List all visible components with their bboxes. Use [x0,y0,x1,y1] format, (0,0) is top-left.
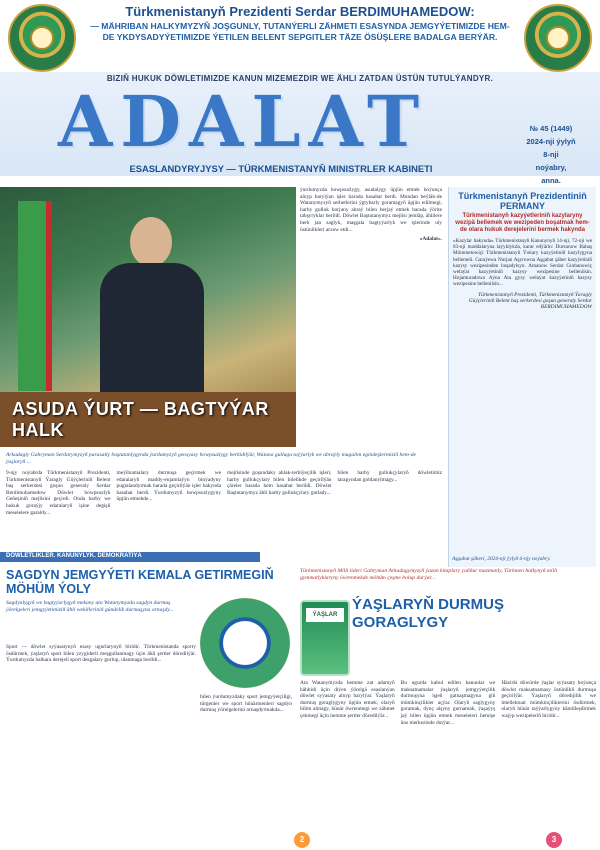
perman-body: «Kazylar hakynda» Türkmenistanyň Kanunynyň 14-nji, 72-nji we 83-nji maddalaryna laýyklykda, karar edýärin: Dursunow Babaş Mömmetowiçi Türkmenistanyň Ýokary kazyýetiniň kazylygyna bellemeli. Garaýewa Nurjan Aşyrowna Aşgabat şäher kazyýetiniň kazysy wezipesinden boşadylsyn. Amanow Serdar Gurbanowiç welaýat kazyýetiniň kazysy wezipesine bellenilsin. Hojamuradowa Aýna Ata gyzy welaýat kazyýetiniň kazysy wezipesine bellenilsin... [453,238,592,288]
perman-subtitle: Türkmenistanyň kazyýetleriniň kazylaryny wezipä bellemek we wezipeden boşatmak hem-de olara hukuk derejelerini bermek hakynda [455,213,590,233]
issue-year: 2024-nji ýylyň [526,137,576,146]
main-col-2: meýilnamalary durmuşa geçirmek we edaralaryň maddy-enjamlaýyn binýadyny pugtalandyrmak barada geçirilýän işler hakynda hasabat berdi. Ýurdumyzyň howpsuzlygyny üpjün etmekde... [116,470,221,503]
newspaper-title: ADALAT [58,80,428,163]
sport-emblem [200,598,290,688]
page-number-3: 3 [546,832,562,848]
state-emblem-left [8,4,76,72]
newspaper-subtitle: ESASLANDYRYJYSY — TÜRKMENISTANYŇ MINISTRLER KABINETI [129,163,433,174]
main-headline: ASUDA ÝURT — BAGTYÝAR HALK [12,399,269,440]
youth-headline: ÝAŞLARYŇ DURMUŞ GORAGLYGY [352,596,504,631]
perman-box [448,187,596,567]
main-col-1: 9-njy noýabrda Türkmenistanyň Prezidenti, Türkmenistanyň Ýaragly Güýçleriniň Belent baş serkerdesi goşun generaly Serdar Berdimuhamedow Döwlet howpsuzlyk Geňeşiniň mejlisini geçirdi. Onda harby we hukuk goraýjy edaralaryň işine degişli meselelere garaldy... [6,470,111,516]
main-article-right-text: ýurdumyzda howpsuzlygy, asudalygy üpjün etmek boýunça alnyp barylýan işler barada hasabat berdi. Mundan beýläk-de Watanymyzyň serhetlerini ýgtybarly goramagyň üpjün edilmegi, harby gulluk borjuny abraý bilen berjaý etmek barada ýörite tabşyryklar berildi. Döwlet Baştutanymyz mejlisi jemläp, ählilere berk jan saglyk, maşgala bagtyýarlyk we işlerinde uly üstünlikleri arzuw etdi... [300,187,442,233]
masthead-slogan: BIZIŇ HUKUK DÖWLETIMIZDE KANUN MIZEMEZDIR WE ÄHLI ZATDAN ÜSTÜN TUTULÝANDYR. [106,74,494,83]
issue-number: № 45 (1449) [529,124,573,133]
youth-col-1: Ata Watanymyzda hemme zat adamyň bähbidi üçin diýen ýörelgä esaslanýan döwlet syýasaty alnyp barylýar. Ýaşlaryň durmuş goraglygyny üpjün etmek, olaryň bilim almagy, hünär öwrenmegi we zähmet çekmegi üçin hemme şertler döredilýär... [300,680,395,719]
page-number-2: 2 [294,832,310,848]
main-text-columns [6,470,442,516]
sport-text: Sport — döwlet syýasatynyň esasy ugurlarynyň biridir. Türkmenistanda sporty ösdürmek, ýaşlaryň sport bilen yzygiderli meşgullanmagy üçin ähli şertler döredilýär. Ýurdumyzda halkara derejeli sport desgalary gurlup, ulanmaga berildi... [6,644,196,664]
youth-lead: Türkmenistanyň Milli lideri Gahryman Arkadagymyzyň ýazan kitaplary çuňňur mazmunly, Türkmen halkynyň milli gymmatlyklaryny öwrenmekde möhüm çeşme bolup durýar... [300,568,558,581]
book-cover [300,600,350,676]
sport-lead: Sagdynlygyň we bagtyýarlygyň mekany ata Watanymyzda sagdyn durmuş ýörelgeleri jemgyýetimiziň ähli wekilleriniň gündelik durmuşyna ornaşdy... [6,600,174,613]
youth-text-columns [300,680,596,726]
main-photo [0,187,296,447]
sport-mid-text: bilen ýurdumyzdaky sport jemgyýetçiligi, türgenler we sport hünärmenleri sagdyn durmuş ýörelgelerini ornaşdyrmakda... [200,694,292,714]
top-headline-quote: — MÄHRIBAN HALKYMYZYŇ JOŞGUNLY, TUTANÝERLI ZÄHMETI ESASYNDA JEMGYÝETIMIZDE HEM-DE YKDYSADYÝETIMIZDE ÝETILEN BELENT SEPGITLER TÄZE ÖSÜŞLERE BADALGA BERÝÄR. [90,21,510,42]
issue-weekday: anna. [541,176,561,185]
youth-col-3: Häzirki döwürde ýaşlar syýasaty boýunça döwlet maksatnamasy üstünlikli durmuşa geçirilýär. Ýaşlaryň döredijilik we intellektual mümkinçiliklerini ösdürmek, olaryň hünär taýýarlygyny kämilleşdirmek wajyp wezipeleriň biridir... [501,680,597,719]
main-col-3: mejlisinde goşundaky ahlak-terbiýeçilik işleri, harby gullukçylary bilen bilelikde geçirilýän çäreler barada hem hasabat berildi. Döwlet Baştutanymyz ähli harby gullukçylary gutlady... [227,470,332,496]
section-band: DÖWLETLIKLER. KANUNYLYK. DEMOKRATIÝA [0,552,260,562]
top-headline-title: Türkmenistanyň Prezidenti Serdar BERDIMUHAMEDOW: [125,4,475,19]
sport-headline: SAGDYN JEMGYÝETI KEMALA GETIRMEGIŇ MÖHÜM ÝOLY [6,568,274,596]
flag-icon [18,201,52,391]
main-col-4: bilen harby gullukçylaryň döwletimiz tarapyndan goldanylmagy... [337,470,442,483]
main-article-right [300,187,442,377]
issue-info [512,122,590,186]
top-headline [90,4,510,43]
perman-signature: Türkmenistanyň Prezidenti, Türkmenistanyň Ýaragly Güýçleriniň Belent baş serkerdesi goşun generaly Serdar BERDIMUHAMEDOW [468,291,592,311]
president-portrait [90,217,210,397]
book-label: ÝAŞLAR [306,608,344,622]
perman-date: Aşgabat şäheri, 2024-nji ýylyň 6-njy noýabry. [452,556,551,562]
state-emblem-right [524,4,592,72]
article-source: «Adalat». [419,236,442,243]
issue-day: 8-nji [543,150,559,159]
perman-title: Türkmenistanyň Prezidentiniň PERMANY [458,191,587,211]
issue-month: noýabry, [535,163,567,172]
youth-col-2: Bu ugurda kabul edilen kanunlar we maksatnamalar ýaşlaryň jemgyýetçilik durmuşyna işjeň gatnaşmagyna giň mümkinçilikler açýar. Olaryň saglygyny goramak, dynç alşyny gurnamak, ýaşaýyş jaý bilen üpjün etmek meseleleri hemişe üns merkezinde durýar... [400,680,496,726]
main-lead: Arkadagly Gahryman Serdarymyzyň parasatly baştutanlygynda ýurdumyzyň geosyasy howpsuzlygy berkidilýär, Watana gulluga taýýarlyk we abraýly mugalim egindeşlermiziň hem-de ýaşlaryň ... [6,452,416,465]
